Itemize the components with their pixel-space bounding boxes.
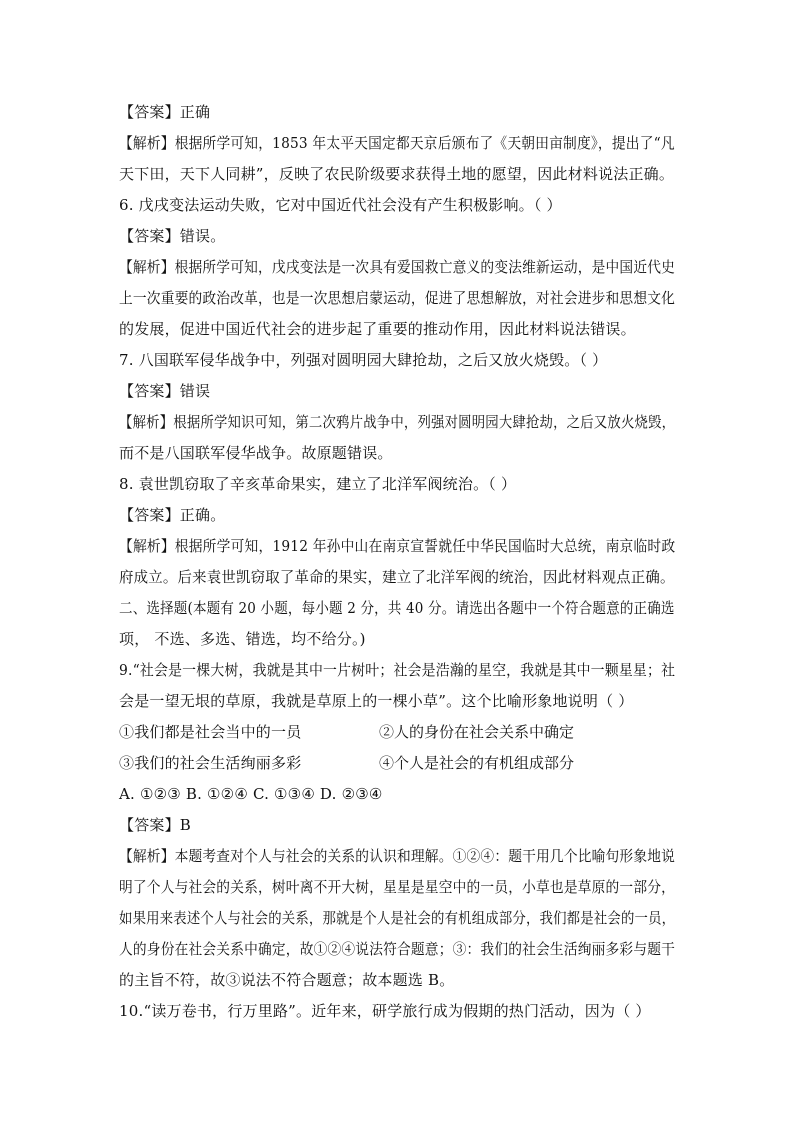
analysis-9-line-2: 明了个人与社会的关系，树叶离不开大树，星星是星空中的一员，小草也是草原的一部分， [119, 878, 676, 896]
question-9-option-2: ②人的身份在社会关系中确定 [379, 723, 575, 741]
answer-7: 【答案】错误 [119, 382, 211, 400]
question-10: 10.“读万卷书，行万里路”。近年来，研学旅行成为假期的热门活动，因为（ ） [119, 1002, 651, 1020]
analysis-6-line-2: 上一次重要的政治改革，也是一次思想启蒙运动，促进了思想解放，对社会进步和思想文化 [119, 289, 676, 307]
analysis-5-line-2: 天下田，天下人同耕”，反映了农民阶级要求获得土地的愿望，因此材料说法正确。 [119, 165, 675, 183]
analysis-8-line-2: 府成立。后来袁世凯窃取了革命的果实，建立了北洋军阀的统治，因此材料观点正确。 [119, 568, 675, 586]
answer-5: 【答案】正确 [119, 103, 211, 121]
analysis-6-line-3: 的发展，促进中国近代社会的进步起了重要的推动作用，因此材料说法错误。 [119, 320, 636, 338]
section-2-heading-line-1: 二、选择题(本题有 20 小题，每小题 2 分，共 40 分。请选出各题中一个符合题意的正确选 [119, 599, 675, 617]
analysis-6-line-1: 【解析】根据所学可知，戊戌变法是一次具有爱国救亡意义的变法维新运动，是中国近代史 [119, 258, 676, 276]
question-9-option-1: ①我们都是社会当中的一员 [119, 723, 302, 741]
question-9-choices: A. ①②③ B. ①②④ C. ①③④ D. ②③④ [119, 785, 383, 803]
analysis-7-line-1: 【解析】根据所学知识可知，第二次鸦片战争中，列强对圆明园大肆抢劫，之后又放火烧毁， [119, 413, 676, 431]
question-9-line-1: 9.“社会是一棵大树，我就是其中一片树叶；社会是浩瀚的星空，我就是其中一颗星星；社 [119, 661, 676, 679]
question-9-line-2: 会是一望无垠的草原，我就是草原上的一棵小草”。这个比喻形象地说明（ ） [119, 692, 634, 710]
answer-8: 【答案】正确。 [119, 506, 226, 524]
analysis-9-line-3: 如果用来表述个人与社会的关系，那就是个人是社会的有机组成部分，我们都是社会的一员， [119, 909, 676, 927]
answer-9: 【答案】B [119, 816, 192, 834]
analysis-5-line-1: 【解析】根据所学可知，1853 年太平天国定都天京后颁布了《天朝田亩制度》，提出了“凡 [119, 134, 675, 152]
analysis-9-line-1: 【解析】本题考查对个人与社会的关系的认识和理解。①②④：题干用几个比喻句形象地说 [119, 847, 676, 865]
analysis-7-line-2: 而不是八国联军侵华战争。故原题错误。 [119, 444, 393, 462]
answer-6: 【答案】错误。 [119, 227, 226, 245]
section-2-heading-line-2: 项， 不选、多选、错选，均不给分。) [119, 630, 366, 648]
question-7: 7. 八国联军侵华战争中，列强对圆明园大肆抢劫，之后又放火烧毁。（ ） [119, 351, 608, 369]
analysis-8-line-1: 【解析】根据所学可知，1912 年孙中山在南京宣誓就任中华民国临时大总统，南京临时政 [119, 537, 676, 555]
question-6: 6. 戊戌变法运动失败，它对中国近代社会没有产生积极影响。（ ） [119, 196, 562, 214]
question-9-option-4: ④个人是社会的有机组成部分 [379, 754, 575, 772]
analysis-9-line-5: 的主旨不符，故③说法不符合题意；故本题选 B。 [119, 971, 455, 989]
question-8: 8. 袁世凯窃取了辛亥革命果实，建立了北洋军阀统治。（ ） [119, 475, 517, 493]
question-9-option-3: ③我们的社会生活绚丽多彩 [119, 754, 302, 772]
analysis-9-line-4: 人的身份在社会关系中确定，故①②④说法符合题意；③：我们的社会生活绚丽多彩与题干 [119, 940, 676, 958]
